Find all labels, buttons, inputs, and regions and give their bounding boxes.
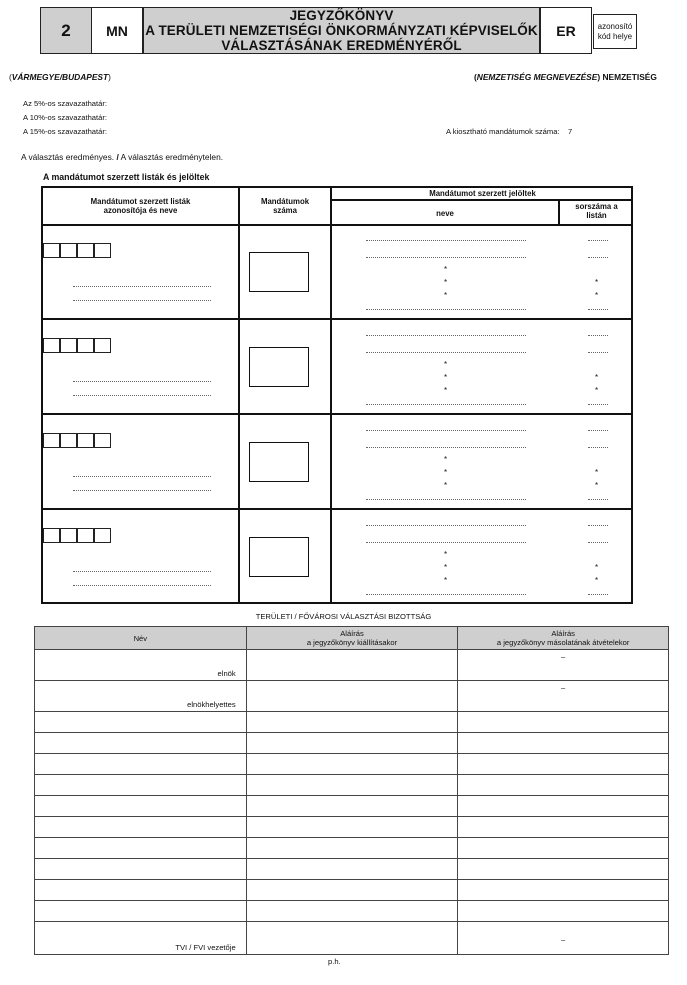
signature-cell[interactable] [458, 901, 669, 922]
candidate-rank-line[interactable] [588, 542, 608, 543]
candidate-name-line[interactable] [366, 542, 526, 543]
signature-cell[interactable] [458, 817, 669, 838]
list-id-field[interactable] [43, 338, 60, 353]
col-name-header: neve [436, 209, 454, 218]
threshold-5: Az 5%-os szavazathatár: [23, 99, 107, 108]
star: * [444, 455, 448, 464]
list-id-field[interactable] [77, 243, 94, 258]
name-cell[interactable] [35, 796, 247, 817]
list-name-line[interactable] [73, 300, 211, 301]
star: * [444, 550, 448, 559]
col-divider [330, 188, 332, 602]
table-row [35, 817, 669, 838]
star: * [444, 563, 448, 572]
star: * [595, 468, 599, 477]
signature-cell[interactable] [246, 838, 458, 859]
star: * [595, 563, 599, 572]
list-name-line[interactable] [73, 571, 211, 572]
list-name-line[interactable] [73, 476, 211, 477]
results-table-title: A mandátumot szerzett listák és jelöltek [43, 172, 210, 182]
signature-cell[interactable] [246, 733, 458, 754]
col-sign1-header: Aláírás a jegyzőkönyv kiállításakor [246, 627, 458, 650]
candidate-name-line[interactable] [366, 430, 526, 431]
signature-cell[interactable] [246, 880, 458, 901]
col-sign2-header: Aláírás a jegyzőkönyv másolatának átvételekor [458, 627, 669, 650]
star: * [595, 373, 599, 382]
table-row [35, 712, 669, 733]
col-divider [238, 188, 240, 602]
signature-cell[interactable] [458, 712, 669, 733]
threshold-10: A 10%-os szavazathatár: [23, 113, 107, 122]
list-id-field[interactable] [43, 528, 60, 543]
table-row [35, 733, 669, 754]
star: * [444, 386, 448, 395]
candidate-rank-line[interactable] [588, 430, 608, 431]
star: * [444, 278, 448, 287]
signature-cell[interactable]: – [458, 650, 669, 681]
candidate-rank-line[interactable] [588, 404, 608, 405]
list-name-line[interactable] [73, 381, 211, 382]
list-id-field[interactable] [43, 243, 60, 258]
signature-cell[interactable]: – [458, 922, 669, 955]
candidate-rank-line[interactable] [588, 594, 608, 595]
signature-cell[interactable]: – [458, 681, 669, 712]
candidate-name-line[interactable] [366, 404, 526, 405]
signature-cell[interactable] [246, 712, 458, 733]
signature-cell[interactable] [246, 650, 458, 681]
star: * [444, 291, 448, 300]
table-row [35, 922, 669, 955]
nationality-label: (NEMZETISÉG MEGNEVEZÉSE) NEMZETISÉG [474, 72, 657, 82]
candidate-rank-line[interactable] [588, 335, 608, 336]
mandates-value: 7 [568, 127, 573, 136]
role-head: TVI / FVI vezetője [35, 922, 247, 955]
id-code-box: azonosító kód helye [593, 14, 637, 49]
mandate-count-box[interactable] [249, 252, 309, 292]
star: * [444, 265, 448, 274]
threshold-15: A 15%-os szavazathatár: [23, 127, 107, 136]
candidate-name-line[interactable] [366, 335, 526, 336]
committee-table [34, 626, 669, 955]
results-table [41, 186, 633, 604]
star: * [444, 468, 448, 477]
table-row [35, 880, 669, 901]
table-row [35, 901, 669, 922]
election-result: A választás eredményes. / A választás eredménytelen. [21, 152, 224, 162]
form-number: 2 [61, 20, 71, 40]
list-id-field[interactable] [94, 433, 111, 448]
table-row [35, 796, 669, 817]
role-vice-chair: elnökhelyettes [35, 681, 247, 712]
table-row [35, 754, 669, 775]
form-number-box [40, 7, 92, 54]
name-cell[interactable] [35, 775, 247, 796]
star: * [595, 576, 599, 585]
list-id-field[interactable] [60, 243, 77, 258]
page-title: JEGYZŐKÖNYV A TERÜLETI NEMZETISÉGI ÖNKORMÁNYZATI KÉPVISELŐK VÁLASZTÁSÁNAK EREDMÉNYÉRŐL [145, 8, 538, 53]
col-rank-header: sorszáma a listán [575, 202, 618, 220]
candidate-rank-line[interactable] [588, 447, 608, 448]
col-list-header: Mandátumot szerzett listák azonosítója és neve [90, 197, 191, 215]
candidate-name-line[interactable] [366, 499, 526, 500]
signature-cell[interactable] [458, 880, 669, 901]
star: * [444, 360, 448, 369]
signature-cell[interactable] [458, 859, 669, 880]
star: * [444, 373, 448, 382]
signature-cell[interactable] [246, 754, 458, 775]
table-row [35, 859, 669, 880]
candidate-rank-line[interactable] [588, 240, 608, 241]
signature-cell[interactable] [246, 796, 458, 817]
star: * [595, 278, 599, 287]
form-code-right-box [540, 7, 592, 54]
col-name-header: Név [35, 627, 247, 650]
candidate-name-line[interactable] [366, 525, 526, 526]
signature-cell[interactable] [246, 681, 458, 712]
table-row [35, 681, 669, 712]
star: * [595, 481, 599, 490]
signature-cell[interactable] [458, 796, 669, 817]
list-id-field[interactable] [77, 433, 94, 448]
name-cell[interactable] [35, 880, 247, 901]
county-label: (VÁRMEGYE/BUDAPEST) [9, 72, 111, 82]
col-mandates-header: Mandátumok száma [260, 197, 310, 215]
candidate-rank-line[interactable] [588, 352, 608, 353]
title-box [143, 7, 540, 54]
candidate-rank-line[interactable] [588, 499, 608, 500]
name-cell[interactable] [35, 901, 247, 922]
committee-title: TERÜLETI / FŐVÁROSI VÁLASZTÁSI BIZOTTSÁG [255, 612, 432, 621]
candidate-rank-line[interactable] [588, 257, 608, 258]
candidate-name-line[interactable] [366, 594, 526, 595]
list-id-field[interactable] [60, 433, 77, 448]
list-name-line[interactable] [73, 395, 211, 396]
name-cell[interactable] [35, 817, 247, 838]
form-code-right: ER [556, 22, 576, 39]
mandate-count-box[interactable] [249, 347, 309, 387]
name-cell[interactable] [35, 838, 247, 859]
name-cell[interactable] [35, 733, 247, 754]
stamp-place: p.h. [328, 957, 341, 966]
col-candidates-header: Mandátumot szerzett jelöltek [429, 189, 536, 198]
signature-cell[interactable] [246, 922, 458, 955]
signature-cell[interactable] [246, 817, 458, 838]
list-name-line[interactable] [73, 286, 211, 287]
candidate-name-line[interactable] [366, 240, 526, 241]
form-code-box [91, 7, 143, 54]
star: * [444, 481, 448, 490]
list-name-line[interactable] [73, 585, 211, 586]
candidate-name-line[interactable] [366, 447, 526, 448]
form-code-left: MN [106, 22, 128, 39]
mandates-to-allocate: A kiosztható mandátumok száma: 7 [446, 127, 573, 136]
name-cell[interactable] [35, 712, 247, 733]
signature-cell[interactable] [458, 733, 669, 754]
table-row [35, 775, 669, 796]
signature-cell[interactable] [246, 775, 458, 796]
candidate-name-line[interactable] [366, 352, 526, 353]
list-name-line[interactable] [73, 490, 211, 491]
list-id-field[interactable] [43, 433, 60, 448]
star: * [595, 386, 599, 395]
candidate-name-line[interactable] [366, 257, 526, 258]
list-id-field[interactable] [60, 528, 77, 543]
table-row [35, 838, 669, 859]
signature-cell[interactable] [246, 859, 458, 880]
signature-cell[interactable] [458, 754, 669, 775]
table-row [35, 650, 669, 681]
candidate-rank-line[interactable] [588, 525, 608, 526]
list-id-field[interactable] [77, 528, 94, 543]
name-cell[interactable] [35, 754, 247, 775]
candidate-rank-line[interactable] [588, 309, 608, 310]
list-id-field[interactable] [77, 338, 94, 353]
list-id-field[interactable] [94, 528, 111, 543]
signature-cell[interactable] [246, 901, 458, 922]
star: * [595, 291, 599, 300]
mandate-count-box[interactable] [249, 537, 309, 577]
list-id-field[interactable] [94, 338, 111, 353]
role-chair: elnök [35, 650, 247, 681]
mandate-count-box[interactable] [249, 442, 309, 482]
list-id-field[interactable] [94, 243, 111, 258]
star: * [444, 576, 448, 585]
name-cell[interactable] [35, 859, 247, 880]
list-id-field[interactable] [60, 338, 77, 353]
candidate-name-line[interactable] [366, 309, 526, 310]
signature-cell[interactable] [458, 838, 669, 859]
signature-cell[interactable] [458, 775, 669, 796]
